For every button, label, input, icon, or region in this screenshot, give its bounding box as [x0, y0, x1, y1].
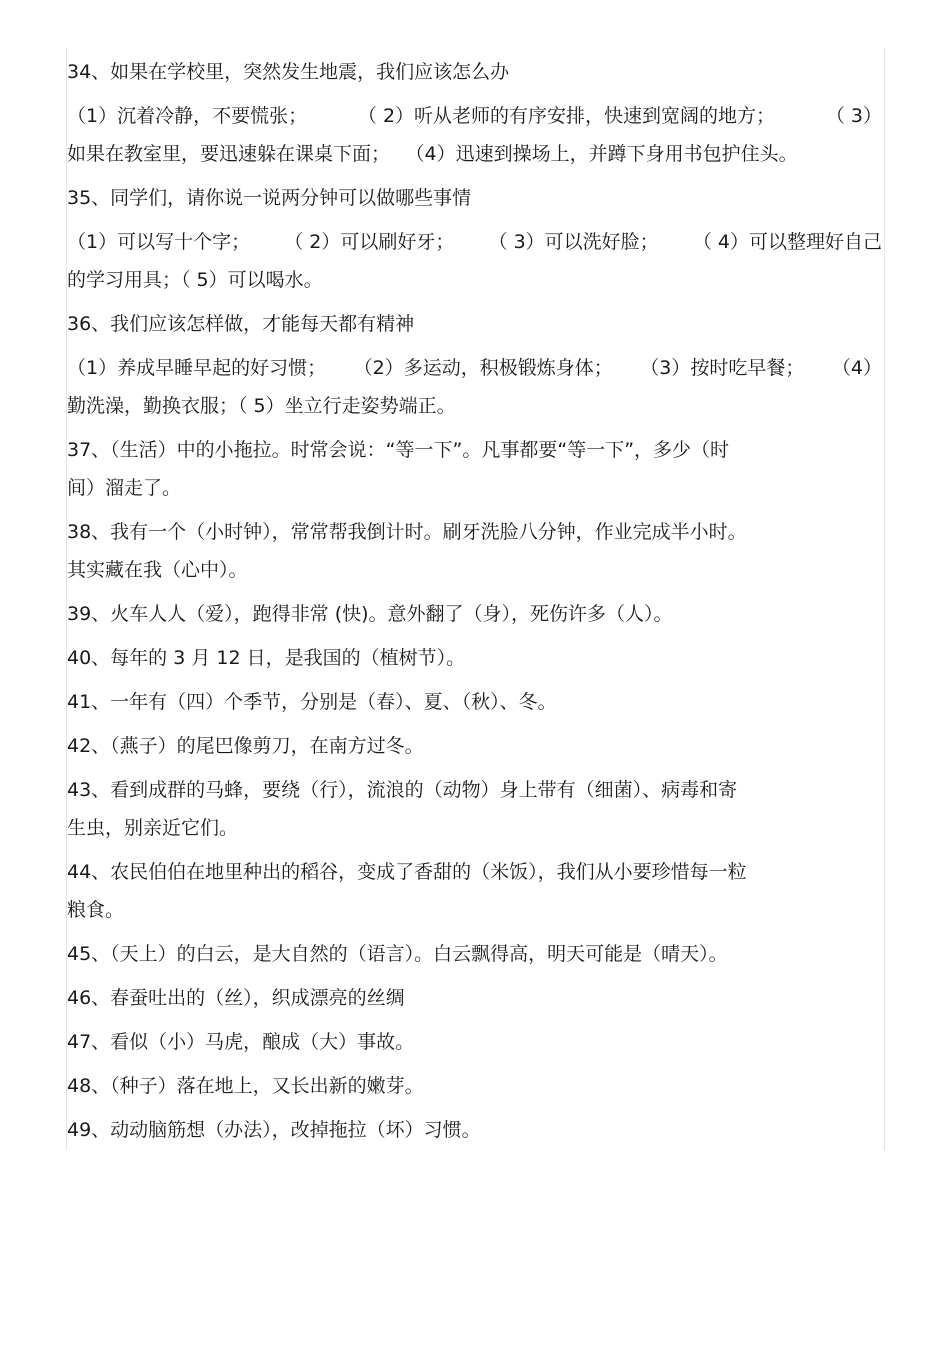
- answer-35-line-2: 的学习用具；（ 5）可以喝水。: [67, 269, 323, 291]
- answer-36-part-4: （4）: [831, 357, 882, 379]
- answer-34-part-2: （ 2）听从老师的有序安排，快速到宽阔的地方；: [357, 105, 776, 127]
- item-39: 39、火车人人（爱），跑得非常 (快)。意外翻了（身），死伤许多（人）。: [67, 603, 673, 625]
- item-41: 41、一年有（四）个季节，分别是（春）、夏、（秋）、冬。: [67, 691, 557, 713]
- answer-36-part-2: （2）多运动，积极锻炼身体；: [353, 357, 613, 379]
- item-43-line-2: 生虫，别亲近它们。: [67, 817, 239, 839]
- item-38-line-2: 其实藏在我（心中）。: [67, 559, 248, 581]
- answer-35-part-1: （1）可以写十个字；: [67, 231, 251, 253]
- item-40: 40、每年的 3 月 12 日，是我国的（植树节）。: [67, 647, 466, 669]
- item-47: 47、看似（小）马虎，酿成（大）事故。: [67, 1031, 415, 1053]
- answer-36-part-1: （1）养成早睡早起的好习惯；: [67, 357, 327, 379]
- item-43-line-1: 43、看到成群的马蜂，要绕（行），流浪的（动物）身上带有（细菌）、病毒和寄: [67, 779, 738, 801]
- answer-34-part-3: （ 3）: [825, 105, 882, 127]
- question-36: 36、我们应该怎样做，才能每天都有精神: [67, 313, 415, 335]
- item-48: 48、（种子）落在地上，又长出新的嫩芽。: [67, 1075, 424, 1097]
- answer-34-line-1: [67, 97, 882, 135]
- answer-36-line-2: 勤洗澡，勤换衣服；（ 5）坐立行走姿势端正。: [67, 395, 456, 417]
- item-42: 42、（燕子）的尾巴像剪刀，在南方过冬。: [67, 735, 424, 757]
- answer-36-part-3: （3）按时吃早餐；: [640, 357, 805, 379]
- answer-34-part-1: （1）沉着冷静，不要慌张；: [67, 105, 308, 127]
- item-45: 45、（天上）的白云，是大自然的（语言）。白云飘得高，明天可能是（晴天）。: [67, 943, 728, 965]
- item-37-line-2: 间）溜走了。: [67, 477, 182, 499]
- question-35: 35、同学们，请你说一说两分钟可以做哪些事情: [67, 187, 472, 209]
- item-37-line-1: 37、（生活）中的小拖拉。时常会说：“等一下”。凡事都要“等一下”，多少（时: [67, 439, 730, 461]
- item-49: 49、动动脑筋想（办法），改掉拖拉（坏）习惯。: [67, 1119, 481, 1141]
- item-46: 46、春蚕吐出的（丝），织成漂亮的丝绸: [67, 987, 405, 1009]
- item-44-line-2: 粮食。: [67, 899, 125, 921]
- answer-36-line-1: [67, 349, 882, 387]
- answer-35-part-2: （ 2）可以刷好牙；: [284, 231, 455, 253]
- item-38-line-1: 38、我有一个（小时钟），常常帮我倒计时。刷牙洗脸八分钟，作业完成半小时。: [67, 521, 747, 543]
- question-34: 34、如果在学校里，突然发生地震，我们应该怎么办: [67, 61, 510, 83]
- answer-34-line-2: 如果在教室里，要迅速躲在课桌下面； （4）迅速到操场上，并蹲下身用书包护住头。: [67, 143, 798, 165]
- answer-35-line-1: [67, 223, 882, 261]
- answer-35-part-4: （ 4）可以整理好自己: [692, 231, 882, 253]
- answer-35-part-3: （ 3）可以洗好脸；: [488, 231, 659, 253]
- document-body: [67, 53, 882, 1149]
- item-44-line-1: 44、农民伯伯在地里种出的稻谷，变成了香甜的（米饭），我们从小要珍惜每一粒: [67, 861, 747, 883]
